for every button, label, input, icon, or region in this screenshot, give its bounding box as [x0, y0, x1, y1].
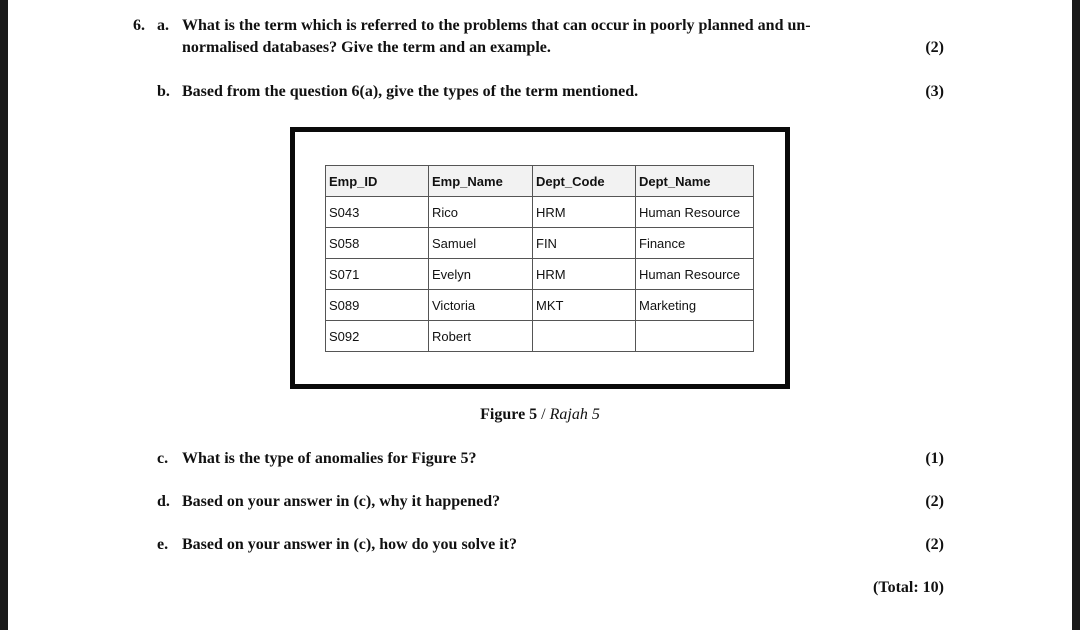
- part-c-letter: c.: [157, 450, 169, 467]
- part-e-text: Based on your answer in (c), how do you solve it?: [182, 536, 517, 553]
- cell-dept-name: Human Resource: [636, 197, 754, 228]
- part-c-text: What is the type of anomalies for Figure 5?: [182, 450, 477, 467]
- part-a-text-line1: What is the term which is referred to the problems that can occur in poorly planned and un-: [182, 17, 811, 34]
- cell-dept-code: HRM: [533, 259, 636, 290]
- cell-emp-id: S089: [326, 290, 429, 321]
- cell-emp-id: S058: [326, 228, 429, 259]
- caption-separator: /: [537, 406, 550, 423]
- part-c-marks: (1): [925, 450, 944, 467]
- total-marks: (Total: 10): [873, 579, 944, 596]
- figure-caption: [0, 405, 1080, 425]
- cell-dept-name: Finance: [636, 228, 754, 259]
- table-row: [326, 228, 754, 259]
- part-e-marks: (2): [925, 536, 944, 553]
- header-emp-id: Emp_ID: [326, 166, 429, 197]
- part-d-marks: (2): [925, 493, 944, 510]
- header-dept-code: Dept_Code: [533, 166, 636, 197]
- table-header-row: [326, 166, 754, 197]
- cell-emp-name: Victoria: [429, 290, 533, 321]
- cell-dept-code: HRM: [533, 197, 636, 228]
- cell-emp-name: Samuel: [429, 228, 533, 259]
- table-row: [326, 290, 754, 321]
- part-b-text: Based from the question 6(a), give the types of the term mentioned.: [182, 83, 639, 100]
- cell-dept-code: FIN: [533, 228, 636, 259]
- part-d-text: Based on your answer in (c), why it happened?: [182, 493, 501, 510]
- part-b-letter: b.: [157, 83, 170, 100]
- part-a-text-line2: normalised databases? Give the term and an example.: [182, 39, 551, 56]
- cell-dept-name: Human Resource: [636, 259, 754, 290]
- header-emp-name: Emp_Name: [429, 166, 533, 197]
- caption-english: Figure 5: [480, 406, 538, 423]
- cell-dept-code: MKT: [533, 290, 636, 321]
- right-edge-shadow: [1072, 0, 1080, 630]
- cell-emp-name: Rico: [429, 197, 533, 228]
- cell-dept-code: [533, 321, 636, 352]
- employee-table: [325, 165, 754, 352]
- part-b-marks: (3): [925, 83, 944, 100]
- part-a-letter: a.: [157, 17, 169, 34]
- cell-dept-name: Marketing: [636, 290, 754, 321]
- cell-emp-id: S043: [326, 197, 429, 228]
- part-d-letter: d.: [157, 493, 170, 510]
- caption-malay: Rajah 5: [549, 406, 600, 423]
- cell-emp-name: Evelyn: [429, 259, 533, 290]
- left-edge-shadow: [0, 0, 8, 630]
- table-row: [326, 197, 754, 228]
- question-number: 6.: [133, 17, 145, 34]
- table-row: [326, 259, 754, 290]
- cell-emp-id: S092: [326, 321, 429, 352]
- table-row: [326, 321, 754, 352]
- cell-emp-name: Robert: [429, 321, 533, 352]
- figure-5-frame: [290, 127, 790, 389]
- cell-dept-name: [636, 321, 754, 352]
- part-a-marks: (2): [925, 39, 944, 56]
- part-e-letter: e.: [157, 536, 169, 553]
- cell-emp-id: S071: [326, 259, 429, 290]
- header-dept-name: Dept_Name: [636, 166, 754, 197]
